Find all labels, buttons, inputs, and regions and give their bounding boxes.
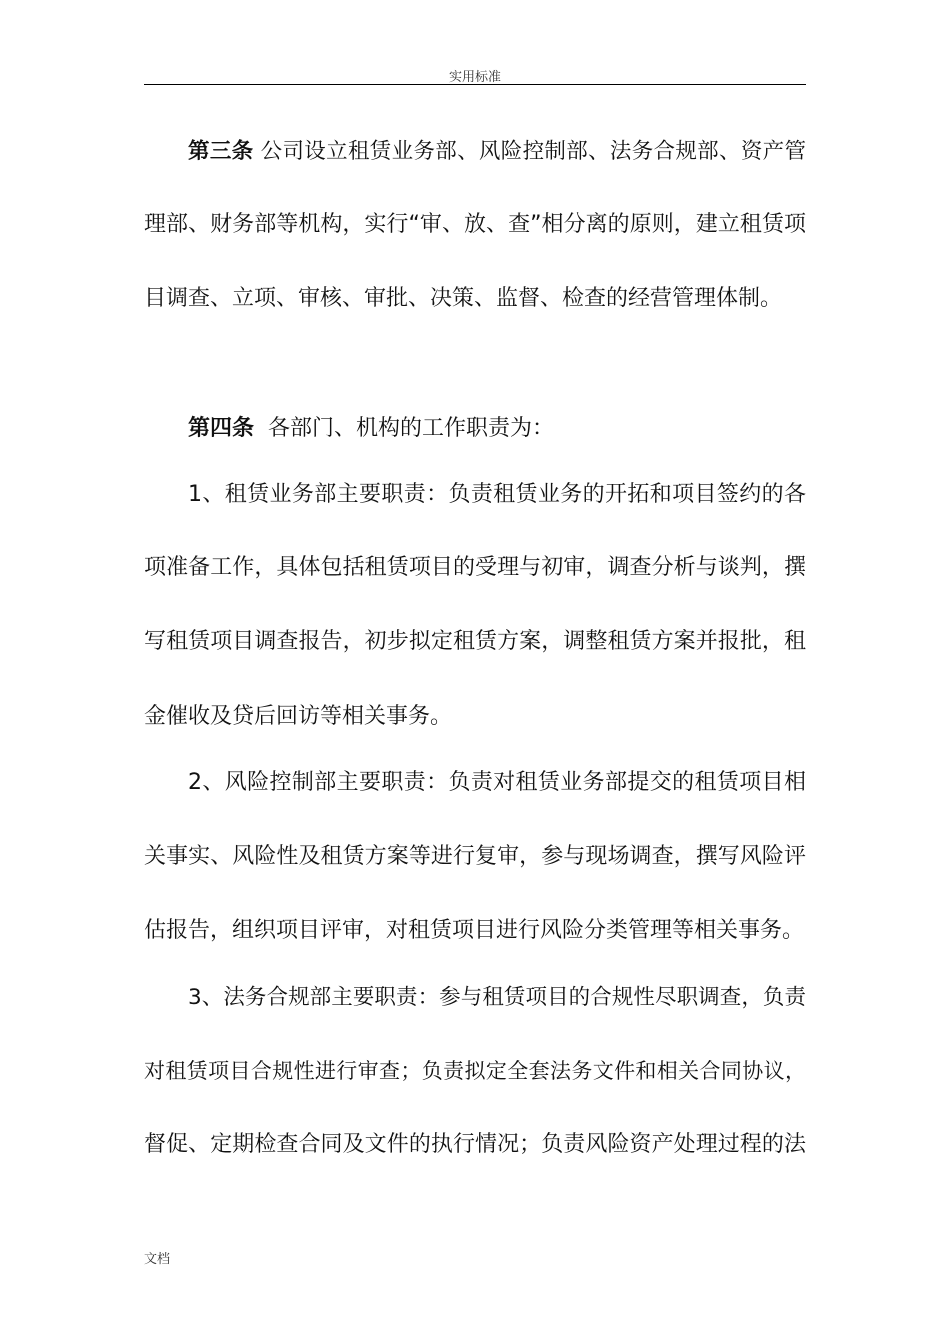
- header-divider: [144, 84, 806, 85]
- item3-line1: 3、法务合规部主要职责：参与租赁项目的合规性尽职调查，负责: [188, 985, 806, 1010]
- page-header-title: 实用标准: [448, 70, 501, 85]
- item2-line1: 2、风险控制部主要职责：负责对租赁业务部提交的租赁项目相: [188, 770, 806, 795]
- article3-line1: [188, 134, 806, 170]
- article3-line3: 目调查、立项、审核、审批、决策、监督、检查的经营管理体制。: [144, 286, 783, 311]
- item2-line2: 关事实、风险性及租赁方案等进行复审，参与现场调查，撰写风险评: [144, 844, 806, 869]
- item1-line1: 1、租赁业务部主要职责：负责租赁业务的开拓和项目签约的各: [188, 482, 806, 507]
- article3-label: 第三条: [188, 139, 254, 164]
- article4-intro-line: [188, 411, 806, 447]
- article4-intro: 各部门、机构的工作职责为：: [268, 416, 555, 441]
- item1-line4: 金催收及贷后回访等相关事务。: [144, 704, 453, 729]
- item1-line3: 写租赁项目调查报告，初步拟定租赁方案，调整租赁方案并报批，租: [144, 629, 806, 654]
- article3-line2: 理部、财务部等机构，实行“审、放、查”相分离的原则，建立租赁项: [144, 212, 806, 237]
- item3-line3: 督促、定期检查合同及文件的执行情况；负责风险资产处理过程的法: [144, 1132, 806, 1157]
- item2-line3: 估报告，组织项目评审，对租赁项目进行风险分类管理等相关事务。: [144, 918, 805, 943]
- item3-line2: 对租赁项目合规性进行审查；负责拟定全套法务文件和相关合同协议，: [144, 1059, 806, 1083]
- article4-label: 第四条: [188, 416, 255, 441]
- page-footer-text: 文档: [144, 1252, 171, 1267]
- item1-line2: 项准备工作，具体包括租赁项目的受理与初审，调查分析与谈判，撰: [144, 555, 806, 580]
- article3-text-line1: 公司设立租赁业务部、风险控制部、法务合规部、资产管: [260, 139, 806, 164]
